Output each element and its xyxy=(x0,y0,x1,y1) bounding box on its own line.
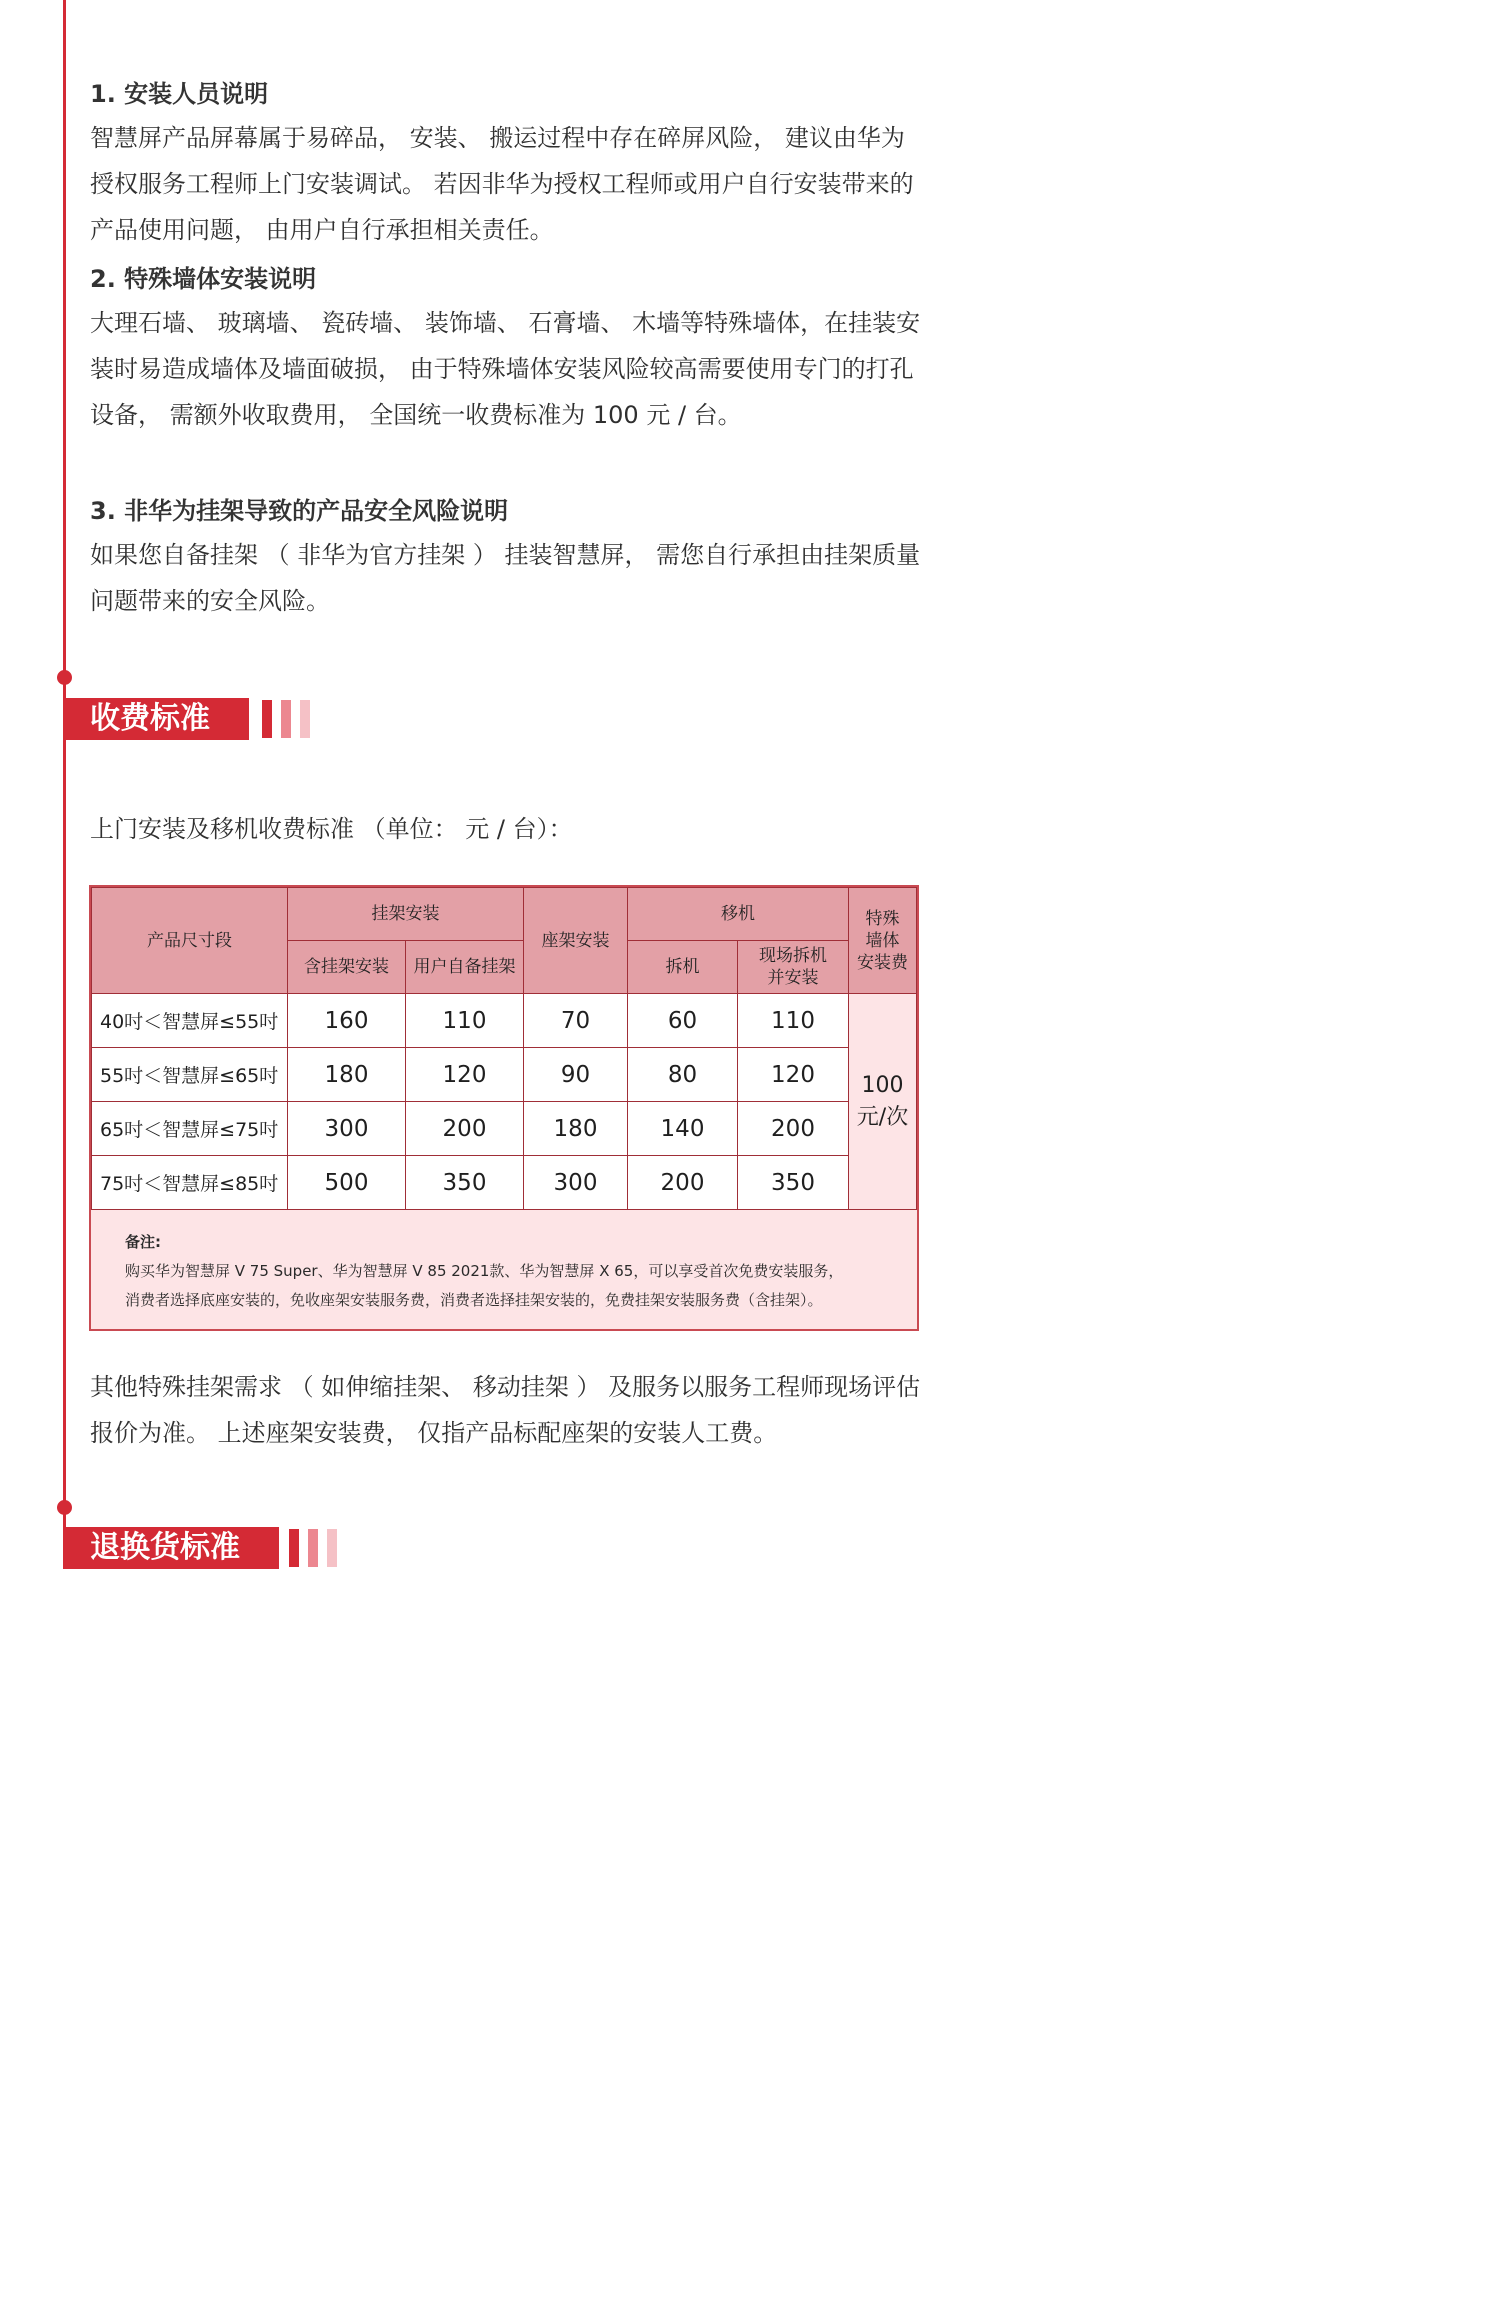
cell-remove: 200 xyxy=(628,1156,738,1210)
cell-wall-user: 200 xyxy=(406,1102,524,1156)
paragraph: 大理石墙、 玻璃墙、 瓷砖墙、 装饰墙、 石膏墙、 木墙等特殊墙体，在挂装安装时易造成墙体及墙面破损， 由于特殊墙体安装风险较高需要使用专门的打孔设备， 需额外收取费用， 全国统一收费标准为 100 元 / 台。 xyxy=(90,309,921,429)
cell-wall-included: 160 xyxy=(288,994,406,1048)
cell-remove: 80 xyxy=(628,1048,738,1102)
cell-wall-included: 300 xyxy=(288,1102,406,1156)
header-special-wall: 特殊 墙体 安装费 xyxy=(849,888,917,994)
cell-stand: 90 xyxy=(524,1048,628,1102)
paragraph: 智慧屏产品屏幕属于易碎品， 安装、 搬运过程中存在碎屏风险， 建议由华为授权服务工程师上门安装调试。 若因非华为授权工程师或用户自行安装带来的产品使用问题， 由用户自行承担相关责任。 xyxy=(90,124,914,244)
cell-stand: 70 xyxy=(524,994,628,1048)
table-row xyxy=(92,1102,917,1156)
header-stand: 座架安装 xyxy=(524,888,628,994)
cell-wall-included: 500 xyxy=(288,1156,406,1210)
cell-wall-included: 180 xyxy=(288,1048,406,1102)
table-caption: 上门安装及移机收费标准 （单位： 元 / 台）： xyxy=(90,815,573,843)
cell-reinstall: 110 xyxy=(738,994,849,1048)
section-heading: 1. 安装人员说明 xyxy=(90,80,269,108)
cell-size: 40吋＜智慧屏≤55吋 xyxy=(92,994,288,1048)
header-size: 产品尺寸段 xyxy=(92,888,288,994)
cell-size: 65吋＜智慧屏≤75吋 xyxy=(92,1102,288,1156)
cell-reinstall: 200 xyxy=(738,1102,849,1156)
note-line: 购买华为智慧屏 V 75 Super、华为智慧屏 V 85 2021款、华为智慧屏 X 65，可以享受首次免费安装服务， xyxy=(125,1262,844,1280)
table-row xyxy=(92,1156,917,1210)
cell-wall-user: 350 xyxy=(406,1156,524,1210)
cell-special-fee: 100 元/次 xyxy=(849,994,917,1210)
cell-remove: 140 xyxy=(628,1102,738,1156)
cell-remove: 60 xyxy=(628,994,738,1048)
timeline-dot xyxy=(57,1500,72,1515)
table-row xyxy=(92,1048,917,1102)
note-line: 消费者选择底座安装的，免收座架安装服务费，消费者选择挂架安装的，免费挂架安装服务费（含挂架）。 xyxy=(125,1291,823,1309)
cell-wall-user: 120 xyxy=(406,1048,524,1102)
table-row xyxy=(92,994,917,1048)
section-heading: 3. 非华为挂架导致的产品安全风险说明 xyxy=(90,497,509,525)
section-tab-fee: 收费标准 xyxy=(63,698,249,740)
table-note xyxy=(91,1210,917,1315)
timeline-dot xyxy=(57,670,72,685)
header-remove: 拆机 xyxy=(628,941,738,994)
header-wall-included: 含挂架安装 xyxy=(288,941,406,994)
section-heading: 2. 特殊墙体安装说明 xyxy=(90,265,317,293)
cell-stand: 180 xyxy=(524,1102,628,1156)
header-move: 移机 xyxy=(628,888,849,941)
header-wall-mount: 挂架安装 xyxy=(288,888,524,941)
note-title: 备注: xyxy=(125,1233,161,1251)
fee-table xyxy=(89,885,919,1331)
cell-wall-user: 110 xyxy=(406,994,524,1048)
cell-size: 55吋＜智慧屏≤65吋 xyxy=(92,1048,288,1102)
cell-reinstall: 350 xyxy=(738,1156,849,1210)
section-tab-return: 退换货标准 xyxy=(63,1527,279,1569)
paragraph: 如果您自备挂架 （ 非华为官方挂架 ） 挂装智慧屏， 需您自行承担由挂架质量问题带来的安全风险。 xyxy=(90,541,921,615)
cell-size: 75吋＜智慧屏≤85吋 xyxy=(92,1156,288,1210)
cell-reinstall: 120 xyxy=(738,1048,849,1102)
timeline-line xyxy=(63,0,66,1568)
decorative-bars xyxy=(289,1529,337,1567)
decorative-bars xyxy=(262,700,310,738)
cell-stand: 300 xyxy=(524,1156,628,1210)
header-reinstall: 现场拆机 并安装 xyxy=(738,941,849,994)
header-wall-user: 用户自备挂架 xyxy=(406,941,524,994)
paragraph: 其他特殊挂架需求 （ 如伸缩挂架、 移动挂架 ） 及服务以服务工程师现场评估报价为准。 上述座架安装费， 仅指产品标配座架的安装人工费。 xyxy=(90,1373,921,1447)
